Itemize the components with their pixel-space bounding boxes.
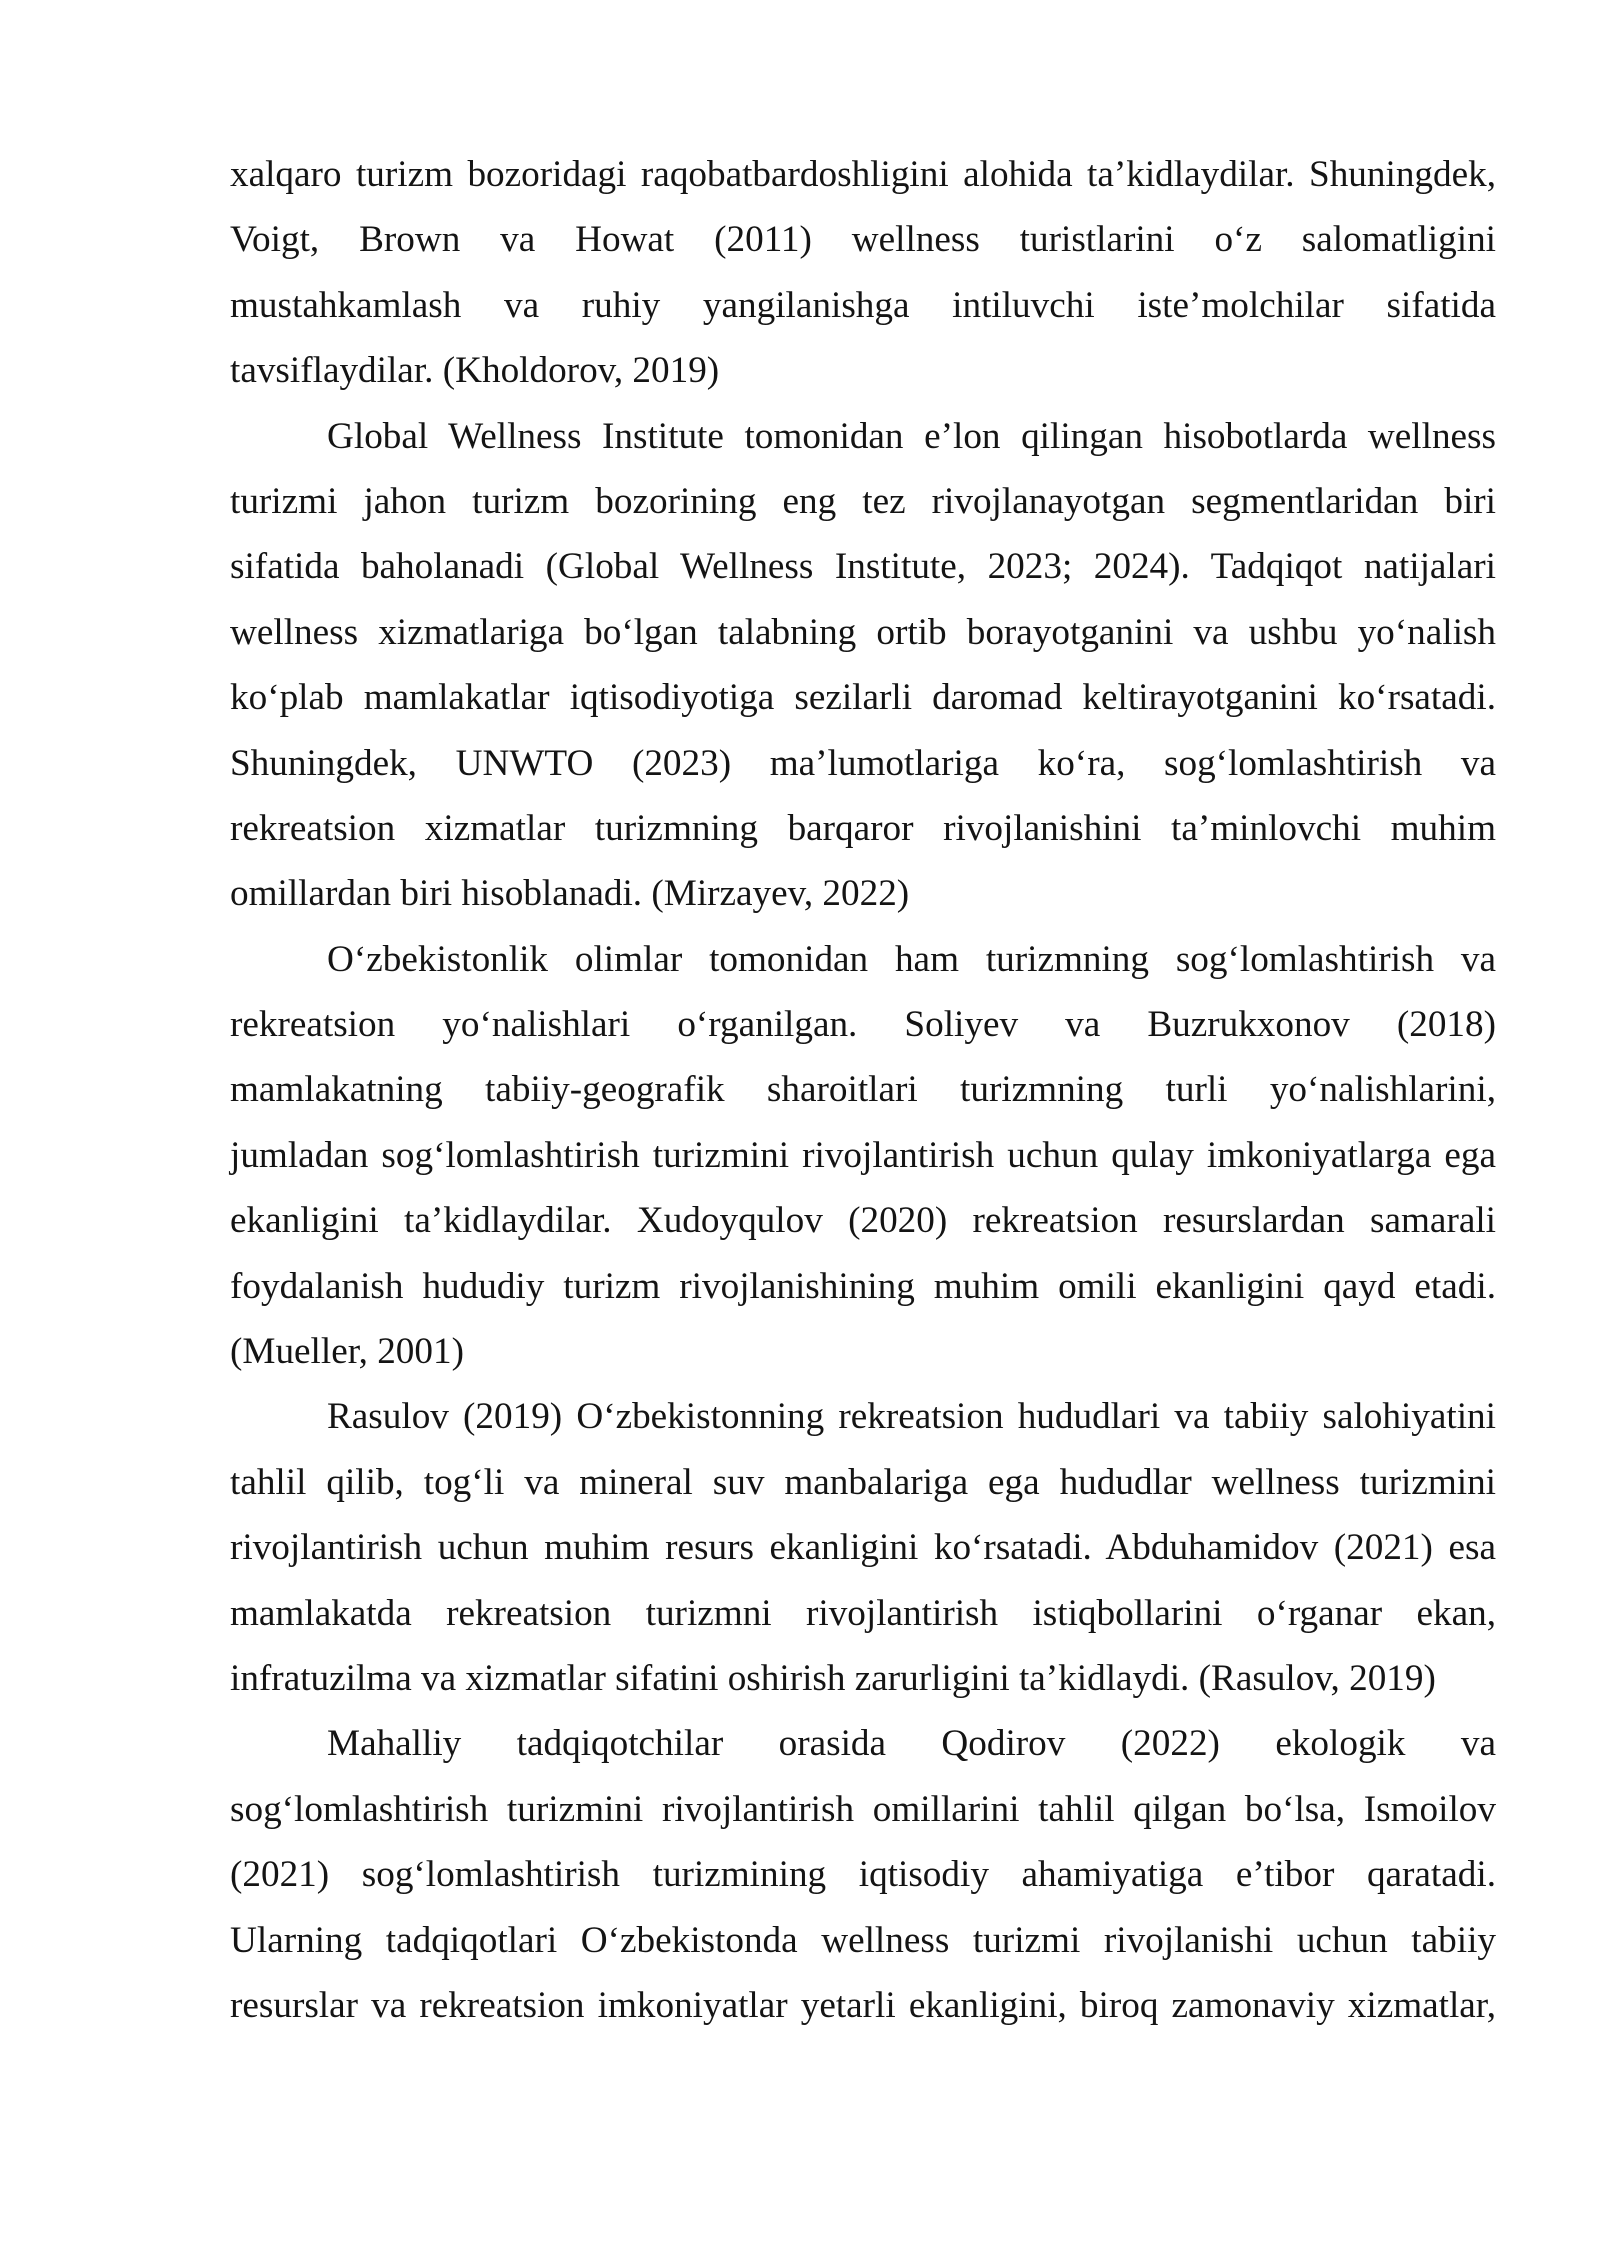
text-line: mustahkamlash va ruhiy yangilanishga intiluvchi iste’molchilar sifatida xyxy=(230,284,1496,326)
text-line: wellness xizmatlariga bo‘lgan talabning ortib borayotganini va ushbu yo‘nalish xyxy=(230,611,1496,653)
text-line: jumladan sog‘lomlashtirish turizmini rivojlantirish uchun qulay imkoniyatlarga ega xyxy=(230,1134,1496,1176)
text-line: sifatida baholanadi (Global Wellness Institute, 2023; 2024). Tadqiqot natijalari xyxy=(230,546,1496,588)
paragraph xyxy=(230,142,1496,404)
text-line: resurslar va rekreatsion imkoniyatlar yetarli ekanligini, biroq zamonaviy xizmatlar, xyxy=(230,1984,1496,2026)
text-line: rekreatsion yo‘nalishlari o‘rganilgan. Soliyev va Buzrukxonov (2018) xyxy=(230,1004,1496,1046)
text-line: Rasulov (2019) O‘zbekistonning rekreatsion hududlari va tabiiy salohiyatini xyxy=(327,1396,1496,1438)
text-line: Mahalliy tadqiqotchilar orasida Qodirov (2022) ekologik va xyxy=(327,1723,1496,1765)
text-line: xalqaro turizm bozoridagi raqobatbardoshligini alohida ta’kidlaydilar. Shuningdek, xyxy=(230,154,1496,195)
paragraph xyxy=(230,927,1496,1385)
text-line: Voigt, Brown va Howat (2011) wellness turistlarini o‘z salomatligini xyxy=(230,219,1496,261)
text-line: rekreatsion xizmatlar turizmning barqaror rivojlanishini ta’minlovchi muhim xyxy=(230,807,1496,849)
text-line: turizmi jahon turizm bozorining eng tez rivojlanayotgan segmentlaridan biri xyxy=(230,480,1496,522)
text-line: O‘zbekistonlik olimlar tomonidan ham turizmning sog‘lomlashtirish va xyxy=(327,938,1496,980)
paragraph xyxy=(230,404,1496,927)
text-line: rivojlantirish uchun muhim resurs ekanligini ko‘rsatadi. Abduhamidov (2021) esa xyxy=(230,1527,1496,1569)
text-line: Shuningdek, UNWTO (2023) ma’lumotlariga ko‘ra, sog‘lomlashtirish va xyxy=(230,742,1496,784)
text-line: mamlakatda rekreatsion turizmni rivojlantirish istiqbollarini o‘rganar ekan, xyxy=(230,1592,1496,1634)
text-line: sog‘lomlashtirish turizmini rivojlantirish omillarini tahlil qilgan bo‘lsa, Ismoilov xyxy=(230,1788,1496,1830)
text-line: tahlil qilib, tog‘li va mineral suv manbalariga ega hududlar wellness turizmini xyxy=(230,1461,1496,1503)
text-line: tavsiflaydilar. (Kholdorov, 2019) xyxy=(230,350,720,392)
text-line: (2021) sog‘lomlashtirish turizmining iqtisodiy ahamiyatiga e’tibor qaratadi. xyxy=(230,1854,1496,1896)
text-line: Global Wellness Institute tomonidan e’lon qilingan hisobotlarda wellness xyxy=(327,415,1496,457)
text-line: omillardan biri hisoblanadi. (Mirzayev, 2022) xyxy=(230,873,910,915)
text-line: foydalanish hududiy turizm rivojlanishining muhim omili ekanligini qayd etadi. xyxy=(230,1265,1496,1307)
body-text xyxy=(230,142,1496,2038)
paragraph xyxy=(230,1711,1496,2038)
text-line: (Mueller, 2001) xyxy=(230,1331,464,1373)
paragraph xyxy=(230,1384,1496,1711)
text-line: infratuzilma va xizmatlar sifatini oshirish zarurligini ta’kidlaydi. (Rasulov, 2019) xyxy=(230,1657,1436,1699)
text-line: ko‘plab mamlakatlar iqtisodiyotiga sezilarli daromad keltirayotganini ko‘rsatadi. xyxy=(230,677,1496,719)
text-line: mamlakatning tabiiy-geografik sharoitlari turizmning turli yo‘nalishlarini, xyxy=(230,1069,1496,1111)
text-line: ekanligini ta’kidlaydilar. Xudoyqulov (2020) rekreatsion resurslardan samarali xyxy=(230,1200,1496,1242)
text-line: Ularning tadqiqotlari O‘zbekistonda wellness turizmi rivojlanishi uchun tabiiy xyxy=(230,1919,1496,1961)
